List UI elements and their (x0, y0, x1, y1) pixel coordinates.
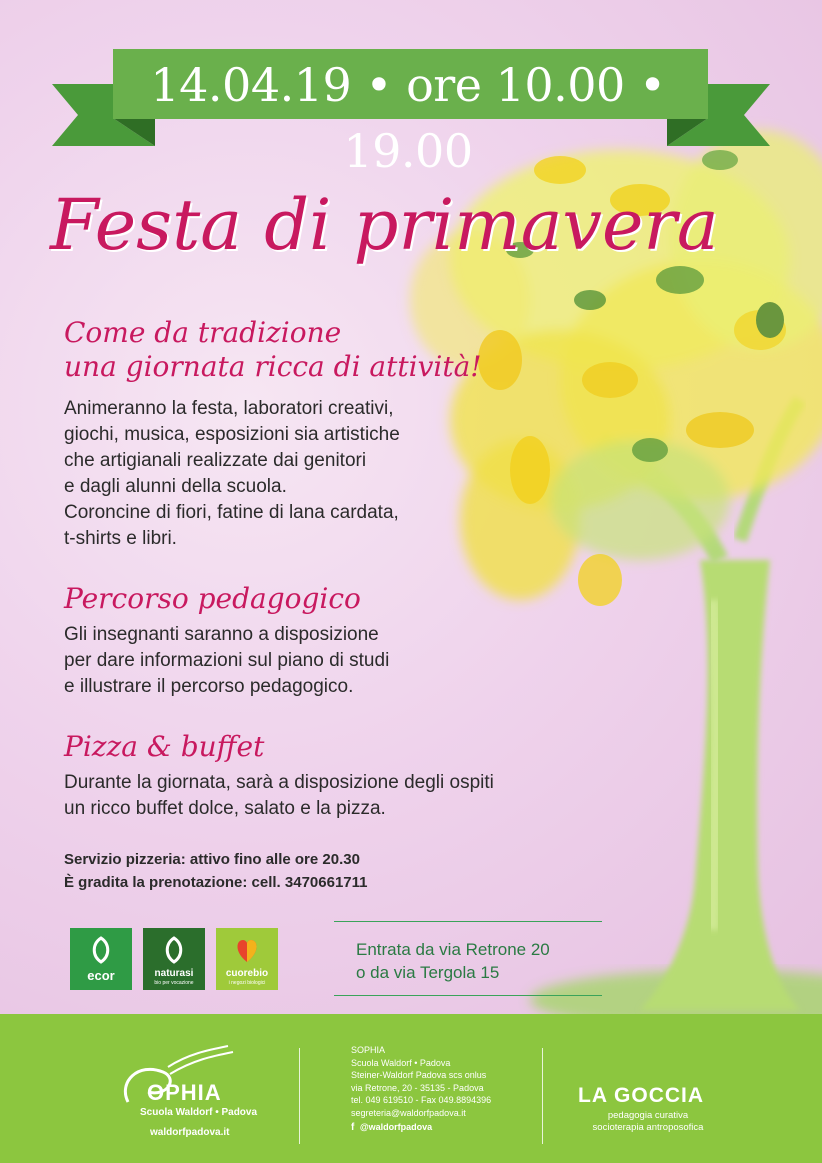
footer-divider (542, 1048, 543, 1144)
cuorebio-tagline: i negozi biologici (228, 980, 266, 986)
entrance-line: Entrata da via Retrone 20 (356, 940, 550, 959)
reservation-info (64, 848, 367, 894)
pedagogy-line: per dare informazioni sul piano di studi (64, 650, 390, 671)
entrance-line: o da via Tergola 15 (356, 963, 500, 982)
cuorebio-label: cuorebio (225, 968, 269, 979)
address-line: SOPHIA (351, 1045, 386, 1055)
cuorebio-logo (216, 928, 278, 990)
address-line[interactable]: segreteria@waldorfpadova.it (351, 1107, 466, 1118)
address-line: Steiner-Waldorf Padova scs onlus (351, 1070, 487, 1080)
pedagogy-line: e illustrare il percorso pedagogico. (64, 676, 354, 697)
goccia-logo-name: LA GOCCIA (578, 1084, 705, 1107)
food-body (64, 770, 494, 822)
activities-line: e dagli alunni della scuola. (64, 476, 287, 497)
food-heading: Pizza & buffet (64, 730, 265, 763)
footer (0, 1014, 822, 1163)
activities-body (64, 396, 400, 552)
goccia-line: pedagogia curativa (607, 1110, 689, 1121)
address-line: Scuola Waldorf • Padova (351, 1057, 451, 1068)
address-line: tel. 049 619510 - Fax 049.8894396 (351, 1095, 492, 1105)
page-title: Festa di primavera (50, 184, 719, 266)
naturasi-label: naturasi (154, 968, 194, 979)
sophia-logo-name: OPHIA (147, 1080, 222, 1105)
activities-line: che artigianali realizzate dai genitori (64, 450, 367, 471)
reservation-line: Servizio pizzeria: attivo fino alle ore 20.30 (64, 851, 360, 868)
pedagogy-line: Gli insegnanti saranno a disposizione (64, 624, 379, 645)
footer-divider (299, 1048, 300, 1144)
facebook-handle: @waldorfpadova (359, 1122, 433, 1132)
goccia-subtitle (578, 1110, 718, 1134)
food-line: un ricco buffet dolce, salato e la pizza. (64, 798, 386, 819)
facebook-link[interactable] (351, 1121, 432, 1135)
pedagogy-heading: Percorso pedagogico (64, 582, 361, 615)
food-line: Durante la giornata, sarà a disposizione degli ospiti (64, 772, 494, 793)
activities-line: Coroncine di fiori, fatine di lana cardata, (64, 502, 399, 523)
activities-heading-line: una giornata ricca di attività! (64, 350, 482, 383)
activities-heading (64, 316, 482, 384)
sophia-website: waldorfpadova.it (150, 1127, 230, 1138)
goccia-line: socioterapia antroposofica (592, 1122, 704, 1133)
ecor-logo (70, 928, 132, 990)
activities-heading-line: Come da tradizione (64, 316, 342, 349)
activities-line: Animeranno la festa, laboratori creativi, (64, 398, 394, 419)
event-date-time: 14.04.19 • ore 10.00 • 19.00 (150, 58, 666, 178)
entrance-bottom-rule (334, 995, 602, 996)
activities-line: t-shirts e libri. (64, 528, 177, 549)
ecor-label: ecor (87, 968, 115, 983)
entrance-top-rule (334, 921, 602, 922)
activities-line: giochi, musica, esposizioni sia artistiche (64, 424, 400, 445)
facebook-icon: f (351, 1122, 355, 1133)
address-line: via Retrone, 20 - 35135 - Padova (351, 1082, 484, 1093)
footer-address (351, 1044, 491, 1119)
pedagogy-body (64, 622, 389, 700)
entrance-info (356, 938, 550, 984)
naturasi-tagline: bio per vocazione (154, 980, 194, 986)
reservation-line: È gradita la prenotazione: cell. 3470661711 (64, 874, 368, 891)
sophia-logo-subtitle: Scuola Waldorf • Padova (140, 1107, 258, 1118)
naturasi-logo (143, 928, 205, 990)
